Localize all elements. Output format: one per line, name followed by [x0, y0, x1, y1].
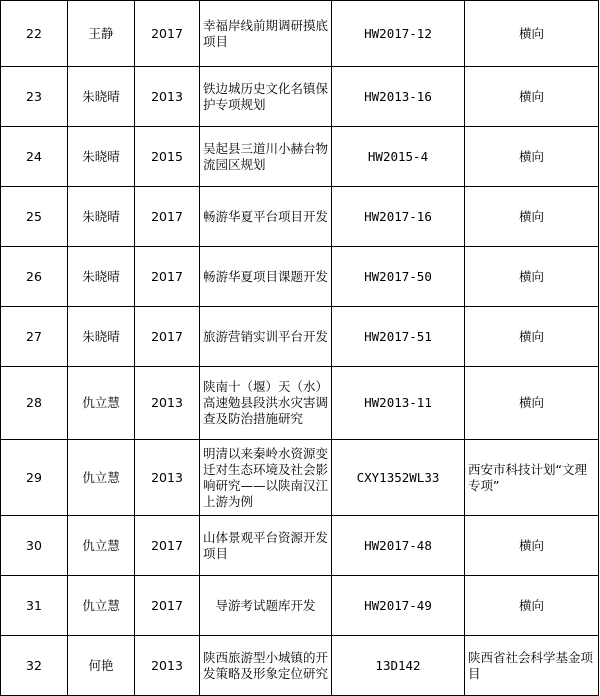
project-type: 横向 [465, 67, 599, 127]
project-code: 13D142 [332, 636, 465, 696]
project-code: HW2017-50 [332, 247, 465, 307]
project-title: 旅游营销实训平台开发 [200, 307, 332, 367]
project-type: 横向 [465, 247, 599, 307]
row-index: 22 [1, 1, 68, 67]
row-index: 26 [1, 247, 68, 307]
row-index: 27 [1, 307, 68, 367]
row-index: 30 [1, 516, 68, 576]
table-row [1, 367, 599, 440]
project-code: HW2017-12 [332, 1, 465, 67]
project-type: 西安市科技计划“文理专项” [465, 440, 599, 516]
project-type: 横向 [465, 576, 599, 636]
table-row [1, 127, 599, 187]
project-title: 陕南十（堰）天（水）高速勉县段洪水灾害调查及防治措施研究 [200, 367, 332, 440]
table-row [1, 247, 599, 307]
project-title: 铁边城历史文化名镇保护专项规划 [200, 67, 332, 127]
project-type: 横向 [465, 127, 599, 187]
table-row [1, 1, 599, 67]
project-type: 横向 [465, 367, 599, 440]
table-row [1, 307, 599, 367]
person-name: 朱晓晴 [68, 187, 135, 247]
row-index: 29 [1, 440, 68, 516]
project-code: HW2017-49 [332, 576, 465, 636]
row-index: 28 [1, 367, 68, 440]
project-title: 陕西旅游型小城镇的开发策略及形象定位研究 [200, 636, 332, 696]
project-year: 2017 [135, 1, 200, 67]
project-year: 2013 [135, 367, 200, 440]
person-name: 何艳 [68, 636, 135, 696]
project-title: 畅游华夏项目课题开发 [200, 247, 332, 307]
person-name: 朱晓晴 [68, 307, 135, 367]
project-title: 导游考试题库开发 [200, 576, 332, 636]
project-type: 横向 [465, 187, 599, 247]
project-year: 2017 [135, 307, 200, 367]
person-name: 仇立慧 [68, 367, 135, 440]
row-index: 32 [1, 636, 68, 696]
project-type: 横向 [465, 307, 599, 367]
project-type: 横向 [465, 1, 599, 67]
project-year: 2017 [135, 247, 200, 307]
row-index: 23 [1, 67, 68, 127]
project-code: HW2017-51 [332, 307, 465, 367]
project-year: 2013 [135, 67, 200, 127]
project-title: 吴起县三道川小赫台物流园区规划 [200, 127, 332, 187]
project-code: HW2013-11 [332, 367, 465, 440]
person-name: 仇立慧 [68, 516, 135, 576]
project-code: HW2015-4 [332, 127, 465, 187]
project-year: 2013 [135, 636, 200, 696]
person-name: 朱晓晴 [68, 247, 135, 307]
project-year: 2013 [135, 440, 200, 516]
table-row [1, 187, 599, 247]
project-year: 2017 [135, 576, 200, 636]
row-index: 31 [1, 576, 68, 636]
person-name: 仇立慧 [68, 440, 135, 516]
table-row [1, 67, 599, 127]
table-row [1, 516, 599, 576]
project-type: 陕西省社会科学基金项目 [465, 636, 599, 696]
table-row [1, 440, 599, 516]
row-index: 25 [1, 187, 68, 247]
project-code: CXY1352WL33 [332, 440, 465, 516]
project-code: HW2017-16 [332, 187, 465, 247]
row-index: 24 [1, 127, 68, 187]
table-row [1, 636, 599, 696]
project-year: 2015 [135, 127, 200, 187]
project-type: 横向 [465, 516, 599, 576]
person-name: 仇立慧 [68, 576, 135, 636]
person-name: 王静 [68, 1, 135, 67]
person-name: 朱晓晴 [68, 67, 135, 127]
project-code: HW2017-48 [332, 516, 465, 576]
project-title: 山体景观平台资源开发项目 [200, 516, 332, 576]
project-title: 明清以来秦岭水资源变迁对生态环境及社会影响研究——以陕南汉江上游为例 [200, 440, 332, 516]
project-year: 2017 [135, 516, 200, 576]
project-title: 幸福岸线前期调研摸底项目 [200, 1, 332, 67]
project-year: 2017 [135, 187, 200, 247]
project-title: 畅游华夏平台项目开发 [200, 187, 332, 247]
table-row [1, 576, 599, 636]
person-name: 朱晓晴 [68, 127, 135, 187]
project-code: HW2013-16 [332, 67, 465, 127]
